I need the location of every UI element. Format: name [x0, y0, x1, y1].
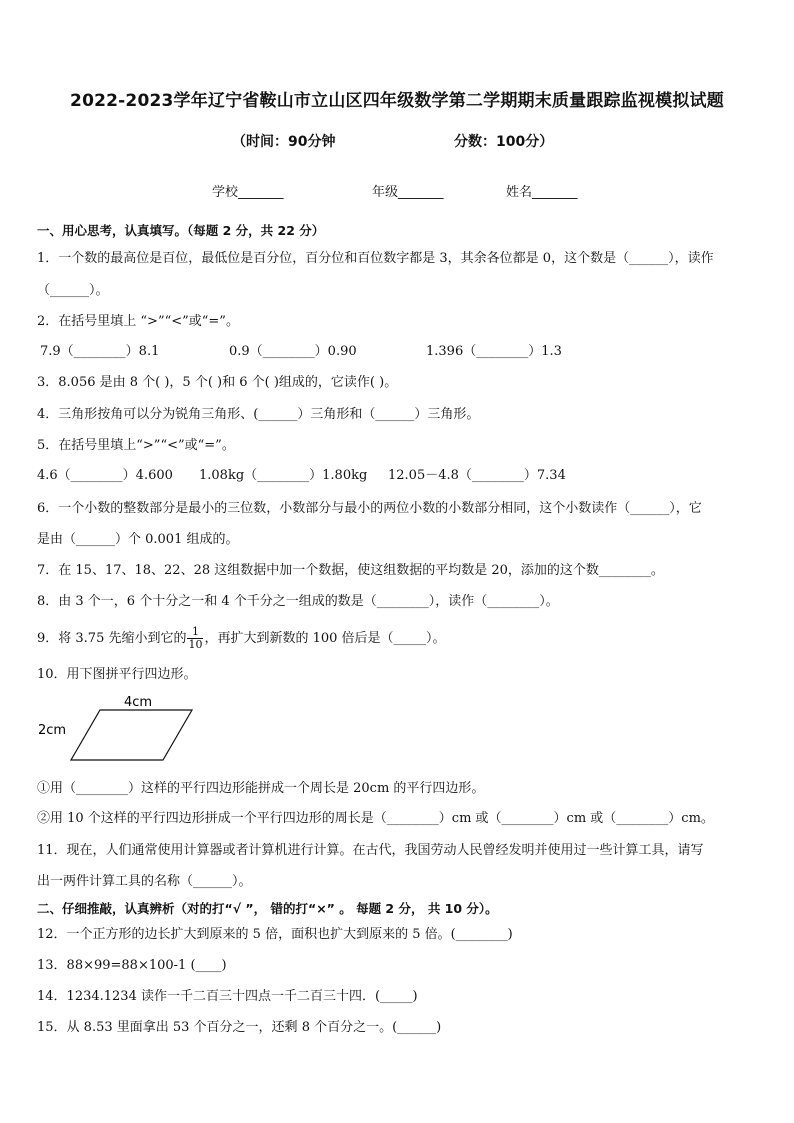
exam-time: （时间：90分钟 — [232, 134, 336, 150]
question-2-item-b: 0.9（________）0.90 — [229, 344, 357, 359]
fraction-numerator: 1 — [187, 626, 203, 639]
question-10-part-2: ②用 10 个这样的平行四边形拼成一个平行四边形的周长是（________）cm 或（________）cm 或（________）cm。 — [37, 811, 714, 826]
question-6-line-2: 是由（______）个 0.001 组成的。 — [37, 532, 239, 547]
question-1-line-1: 1．一个数的最高位是百位，最低位是百分位，百分位和百位数字都是 3，其余各位都是 0，这个数是（______），读作 — [37, 251, 714, 266]
question-5-prompt: 5．在括号里填上“>”“<”或“=”。 — [37, 438, 235, 453]
question-11-line-1: 11．现在，人们通常使用计算器或者计算机进行计算。在古代，我国劳动人民曾经发明并使用过一些计算工具，请写 — [37, 843, 704, 858]
question-14: 14．1234.1234 读作一千二百三十四点一千二百三十四．(_____) — [37, 989, 418, 1004]
question-4: 4．三角形按角可以分为锐角三角形、(______）三角形和（______）三角形。 — [37, 407, 480, 422]
fraction-one-tenth — [187, 626, 203, 651]
question-15: 15．从 8.53 里面拿出 53 个百分之一，还剩 8 个百分之一。(______) — [37, 1020, 442, 1035]
question-10-part-1: ①用（________）这样的平行四边形能拼成一个周长是 20cm 的平行四边形。 — [37, 781, 485, 796]
question-9-post: ，再扩大到新数的 100 倍后是（_____）。 — [204, 631, 446, 646]
question-2-prompt: 2．在括号里填上 “>”“<”或“=”。 — [37, 314, 239, 329]
fraction-denominator: 10 — [188, 638, 203, 651]
name-field[interactable]: 姓名_______ — [506, 185, 578, 200]
school-field[interactable]: 学校_______ — [212, 185, 284, 200]
parallelogram-top-label: 4cm — [124, 695, 153, 710]
question-3: 3．8.056 是由 8 个( )，5 个( )和 6 个( )组成的，它读作( )。 — [37, 375, 398, 390]
question-5-item-a: 4.6（________）4.600 — [37, 468, 173, 483]
question-11-line-2: 出一两件计算工具的名称（______）。 — [37, 874, 252, 889]
section-2-heading: 二、仔细推敲，认真辨析（对的打“√ ”， 错的打“×” 。 每题 2 分， 共 10 分）。 — [37, 901, 498, 916]
question-6-line-1: 6．一个小数的整数部分是最小的三位数，小数部分与最小的两位小数的小数部分相同，这个小数读作（______），它 — [37, 501, 702, 516]
parallelogram-figure — [34, 694, 214, 766]
parallelogram-side-label: 2cm — [38, 723, 67, 738]
question-2-item-c: 1.396（________）1.3 — [426, 344, 562, 359]
question-2-item-a: 7.9（________）8.1 — [40, 344, 160, 359]
question-12: 12．一个正方形的边长扩大到原来的 5 倍，面积也扩大到原来的 5 倍。(________) — [37, 927, 513, 942]
question-10-prompt: 10．用下图拼平行四边形。 — [37, 667, 197, 682]
question-9 — [37, 626, 446, 652]
page-title: 2022-2023学年辽宁省鞍山市立山区四年级数学第二学期期末质量跟踪监视模拟试题 — [70, 91, 724, 111]
section-1-heading: 一、用心思考，认真填写。（每题 2 分，共 22 分） — [37, 223, 325, 238]
question-1-line-2: （______）。 — [37, 283, 109, 298]
grade-field[interactable]: 年级_______ — [372, 185, 444, 200]
question-5-item-c: 12.05－4.8（________）7.34 — [388, 468, 566, 483]
question-5-item-b: 1.08kg（________）1.80kg — [199, 468, 368, 483]
parallelogram-shape — [71, 710, 192, 760]
question-7: 7．在 15、17、18、22、28 这组数据中加一个数据，使这组数据的平均数是 20，添加的这个数________。 — [37, 563, 664, 578]
exam-score: 分数：100分） — [454, 134, 554, 150]
parallelogram-diagram — [34, 694, 214, 766]
question-13: 13．88×99=88×100-1 (____) — [37, 958, 227, 973]
question-8: 8．由 3 个一，6 个十分之一和 4 个千分之一组成的数是（________），读作（________）。 — [37, 594, 559, 609]
question-9-pre: 9．将 3.75 先缩小到它的 — [37, 631, 187, 646]
